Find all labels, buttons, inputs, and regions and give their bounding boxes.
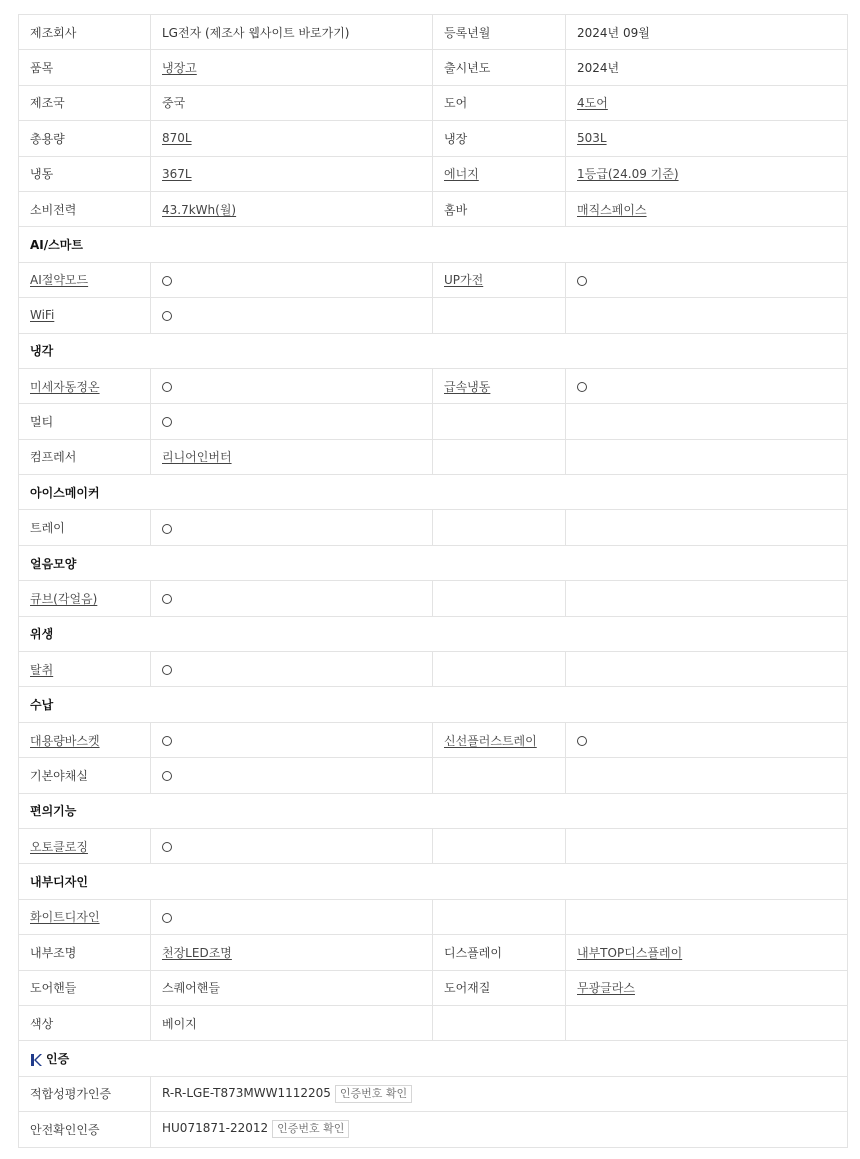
spec-label-cell — [19, 404, 151, 439]
section-header — [19, 227, 848, 262]
spec-text: 홈바 — [444, 202, 468, 217]
spec-value-cell — [151, 758, 433, 793]
spec-row — [19, 439, 848, 474]
spec-link[interactable]: 냉장고 — [162, 61, 197, 76]
spec-label-cell — [433, 156, 566, 191]
supported-circle-icon — [162, 665, 172, 675]
spec-text: 도어재질 — [444, 981, 491, 996]
spec-row — [19, 828, 848, 863]
spec-value-cell — [566, 262, 848, 297]
spec-value-cell — [151, 1005, 433, 1040]
spec-value-cell — [566, 899, 848, 934]
spec-value-cell — [151, 156, 433, 191]
spec-text: 도어핸들 — [30, 981, 77, 996]
cert-value-cell — [151, 1076, 848, 1111]
spec-value-cell — [566, 156, 848, 191]
section-header — [19, 793, 848, 828]
section-header — [19, 333, 848, 368]
section-row — [19, 1041, 848, 1076]
spec-label-cell — [19, 652, 151, 687]
spec-text: 냉장 — [444, 131, 468, 146]
spec-row — [19, 899, 848, 934]
spec-text: 소비전력 — [30, 202, 77, 217]
spec-label-cell — [433, 1005, 566, 1040]
supported-circle-icon — [162, 594, 172, 604]
spec-row — [19, 510, 848, 545]
spec-row — [19, 191, 848, 226]
spec-label-cell — [19, 935, 151, 970]
spec-text: 도어 — [444, 96, 468, 111]
spec-value-cell — [151, 121, 433, 156]
spec-label-cell — [433, 368, 566, 403]
spec-label-cell — [433, 262, 566, 297]
spec-label-cell — [433, 899, 566, 934]
spec-label-cell — [19, 899, 151, 934]
spec-row — [19, 368, 848, 403]
spec-row — [19, 121, 848, 156]
spec-label-cell — [433, 404, 566, 439]
spec-table-body — [19, 15, 848, 1148]
spec-value-cell — [151, 652, 433, 687]
spec-label-cell — [19, 758, 151, 793]
spec-label-cell — [19, 970, 151, 1005]
spec-value-cell — [566, 828, 848, 863]
verify-cert-button[interactable]: 인증번호 확인 — [272, 1120, 349, 1138]
section-row — [19, 227, 848, 262]
spec-value-cell — [151, 50, 433, 85]
spec-label-cell — [19, 298, 151, 333]
spec-link[interactable]: 내부TOP디스플레이 — [577, 945, 683, 960]
supported-circle-icon — [162, 524, 172, 534]
spec-link[interactable]: AI절약모드 — [30, 273, 89, 288]
spec-link[interactable]: 천장LED조명 — [162, 945, 232, 960]
supported-circle-icon — [162, 842, 172, 852]
cert-label-cell — [19, 1112, 151, 1147]
spec-value-cell — [566, 722, 848, 757]
spec-value-cell — [151, 581, 433, 616]
spec-row — [19, 970, 848, 1005]
spec-value-cell — [151, 899, 433, 934]
spec-text: 등록년월 — [444, 25, 491, 40]
spec-link[interactable]: 미세자동정온 — [30, 379, 100, 394]
cert-row — [19, 1076, 848, 1111]
section-row — [19, 687, 848, 722]
spec-text: 색상 — [30, 1016, 54, 1031]
spec-label-cell — [433, 722, 566, 757]
section-header — [19, 1041, 848, 1076]
spec-value-cell — [566, 191, 848, 226]
spec-text: 제조회사 — [30, 25, 77, 40]
spec-label-cell — [433, 50, 566, 85]
spec-link[interactable]: 43.7kWh(월) — [162, 202, 237, 217]
spec-text: LG전자 (제조사 웹사이트 바로가기) — [162, 25, 350, 40]
section-row — [19, 545, 848, 580]
section-header — [19, 545, 848, 580]
spec-value-cell — [151, 404, 433, 439]
section-header — [19, 475, 848, 510]
spec-value-cell — [151, 935, 433, 970]
supported-circle-icon — [162, 913, 172, 923]
spec-link[interactable]: 367L — [162, 166, 192, 181]
spec-text: 출시년도 — [444, 61, 491, 76]
spec-value-cell — [566, 15, 848, 50]
spec-value-cell — [151, 298, 433, 333]
spec-value-cell — [151, 85, 433, 120]
section-title: AI/스마트 — [30, 238, 83, 253]
spec-text: 2024년 09월 — [577, 25, 650, 40]
spec-label-cell — [19, 439, 151, 474]
spec-row — [19, 581, 848, 616]
cert-number: R-R-LGE-T873MWW1112205 — [162, 1085, 331, 1100]
spec-row — [19, 1005, 848, 1040]
spec-label-cell — [433, 439, 566, 474]
spec-row — [19, 85, 848, 120]
spec-value-cell — [566, 935, 848, 970]
spec-link[interactable]: UP가전 — [444, 273, 484, 288]
spec-label-cell — [19, 50, 151, 85]
spec-label-cell — [433, 121, 566, 156]
section-title: 얼음모양 — [30, 556, 77, 571]
section-row — [19, 616, 848, 651]
spec-label-cell — [433, 758, 566, 793]
cert-label: 안전확인인증 — [30, 1122, 100, 1137]
spec-row — [19, 758, 848, 793]
spec-value-cell — [151, 439, 433, 474]
spec-link[interactable]: 오토클로징 — [30, 839, 88, 854]
spec-value-cell — [151, 191, 433, 226]
section-header — [19, 864, 848, 899]
spec-label-cell — [433, 510, 566, 545]
spec-text: 총용량 — [30, 131, 65, 146]
spec-label-cell — [19, 156, 151, 191]
spec-row — [19, 50, 848, 85]
section-row — [19, 333, 848, 368]
supported-circle-icon — [162, 311, 172, 321]
spec-row — [19, 262, 848, 297]
spec-text: 트레이 — [30, 521, 65, 536]
spec-link[interactable]: WiFi — [30, 308, 55, 323]
spec-value-cell — [151, 15, 433, 50]
spec-value-cell — [566, 298, 848, 333]
spec-text: 중국 — [162, 96, 186, 111]
spec-value-cell — [566, 1005, 848, 1040]
spec-link[interactable]: 신선플러스트레이 — [444, 733, 537, 748]
spec-row — [19, 722, 848, 757]
supported-circle-icon — [577, 276, 587, 286]
spec-row — [19, 15, 848, 50]
spec-row — [19, 298, 848, 333]
spec-text: 제조국 — [30, 96, 65, 111]
section-title: 내부디자인 — [30, 875, 88, 890]
spec-label-cell — [19, 510, 151, 545]
spec-label-cell — [19, 828, 151, 863]
spec-text: 스퀘어핸들 — [162, 981, 220, 996]
spec-link[interactable]: 1등급(24.09 기준) — [577, 167, 679, 182]
spec-value-cell — [566, 581, 848, 616]
spec-label-cell — [19, 191, 151, 226]
spec-label-cell — [19, 368, 151, 403]
spec-row — [19, 156, 848, 191]
spec-link[interactable]: 리니어인버터 — [162, 450, 232, 465]
spec-label-cell — [433, 298, 566, 333]
spec-value-cell — [566, 404, 848, 439]
spec-label-cell — [433, 652, 566, 687]
spec-label-cell — [19, 722, 151, 757]
spec-link[interactable]: 870L — [162, 131, 192, 146]
spec-label-cell — [19, 581, 151, 616]
spec-value-cell — [151, 368, 433, 403]
section-title: 수납 — [30, 698, 54, 713]
cert-label-cell — [19, 1076, 151, 1111]
spec-value-cell — [566, 510, 848, 545]
spec-label-cell — [19, 15, 151, 50]
spec-label-cell — [19, 121, 151, 156]
spec-row — [19, 652, 848, 687]
spec-table — [18, 14, 848, 1148]
spec-value-cell — [566, 121, 848, 156]
section-header — [19, 687, 848, 722]
section-title: 냉각 — [30, 344, 54, 359]
spec-label-cell — [433, 935, 566, 970]
spec-label-cell — [433, 581, 566, 616]
supported-circle-icon — [577, 382, 587, 392]
cert-label: 적합성평가인증 — [30, 1087, 112, 1102]
spec-text: 컴프레서 — [30, 450, 77, 465]
spec-link[interactable]: 탈취 — [30, 662, 54, 677]
spec-value-cell — [151, 722, 433, 757]
spec-text: 품목 — [30, 61, 54, 76]
cert-number: HU071871-22012 — [162, 1121, 269, 1136]
spec-link[interactable]: 대용량바스켓 — [30, 733, 100, 748]
spec-value-cell — [151, 970, 433, 1005]
verify-cert-button[interactable]: 인증번호 확인 — [335, 1085, 412, 1103]
spec-link[interactable]: 4도어 — [577, 96, 608, 111]
spec-value-cell — [566, 970, 848, 1005]
spec-text: 내부조명 — [30, 945, 77, 960]
spec-value-cell — [151, 828, 433, 863]
cert-row — [19, 1112, 848, 1147]
supported-circle-icon — [162, 736, 172, 746]
spec-row — [19, 404, 848, 439]
spec-text: 멀티 — [30, 414, 54, 429]
spec-label-cell — [19, 262, 151, 297]
spec-text: 2024년 — [577, 61, 620, 76]
spec-link[interactable]: 화이트디자인 — [30, 910, 100, 925]
supported-circle-icon — [162, 382, 172, 392]
spec-label-cell — [19, 1005, 151, 1040]
supported-circle-icon — [577, 736, 587, 746]
spec-label-cell — [433, 15, 566, 50]
section-row — [19, 793, 848, 828]
section-title: 편의기능 — [30, 804, 77, 819]
supported-circle-icon — [162, 771, 172, 781]
supported-circle-icon — [162, 276, 172, 286]
spec-label-cell — [433, 828, 566, 863]
spec-text: 냉동 — [30, 167, 54, 182]
section-header — [19, 616, 848, 651]
spec-text: 베이지 — [162, 1016, 197, 1031]
section-row — [19, 475, 848, 510]
spec-label-cell — [433, 191, 566, 226]
spec-link[interactable]: 무광글라스 — [577, 981, 635, 996]
section-row — [19, 864, 848, 899]
spec-link[interactable]: 매직스페이스 — [577, 202, 647, 217]
kc-mark-icon — [30, 1053, 42, 1067]
section-title: 인증 — [46, 1052, 70, 1067]
spec-link[interactable]: 에너지 — [444, 167, 479, 182]
spec-label-cell — [433, 970, 566, 1005]
spec-value-cell — [566, 439, 848, 474]
spec-value-cell — [566, 758, 848, 793]
spec-value-cell — [566, 50, 848, 85]
spec-text: 기본야채실 — [30, 768, 88, 783]
cert-value-cell — [151, 1112, 848, 1147]
section-title: 위생 — [30, 627, 54, 642]
spec-label-cell — [433, 85, 566, 120]
spec-value-cell — [566, 652, 848, 687]
spec-row — [19, 935, 848, 970]
spec-link[interactable]: 큐브(각얼음) — [30, 591, 98, 606]
spec-value-cell — [566, 85, 848, 120]
spec-text: 디스플레이 — [444, 945, 502, 960]
spec-value-cell — [151, 510, 433, 545]
spec-link[interactable]: 급속냉동 — [444, 379, 491, 394]
supported-circle-icon — [162, 417, 172, 427]
section-title: 아이스메이커 — [30, 485, 100, 500]
spec-value-cell — [151, 262, 433, 297]
spec-label-cell — [19, 85, 151, 120]
spec-value-cell — [566, 368, 848, 403]
spec-link[interactable]: 503L — [577, 131, 607, 146]
